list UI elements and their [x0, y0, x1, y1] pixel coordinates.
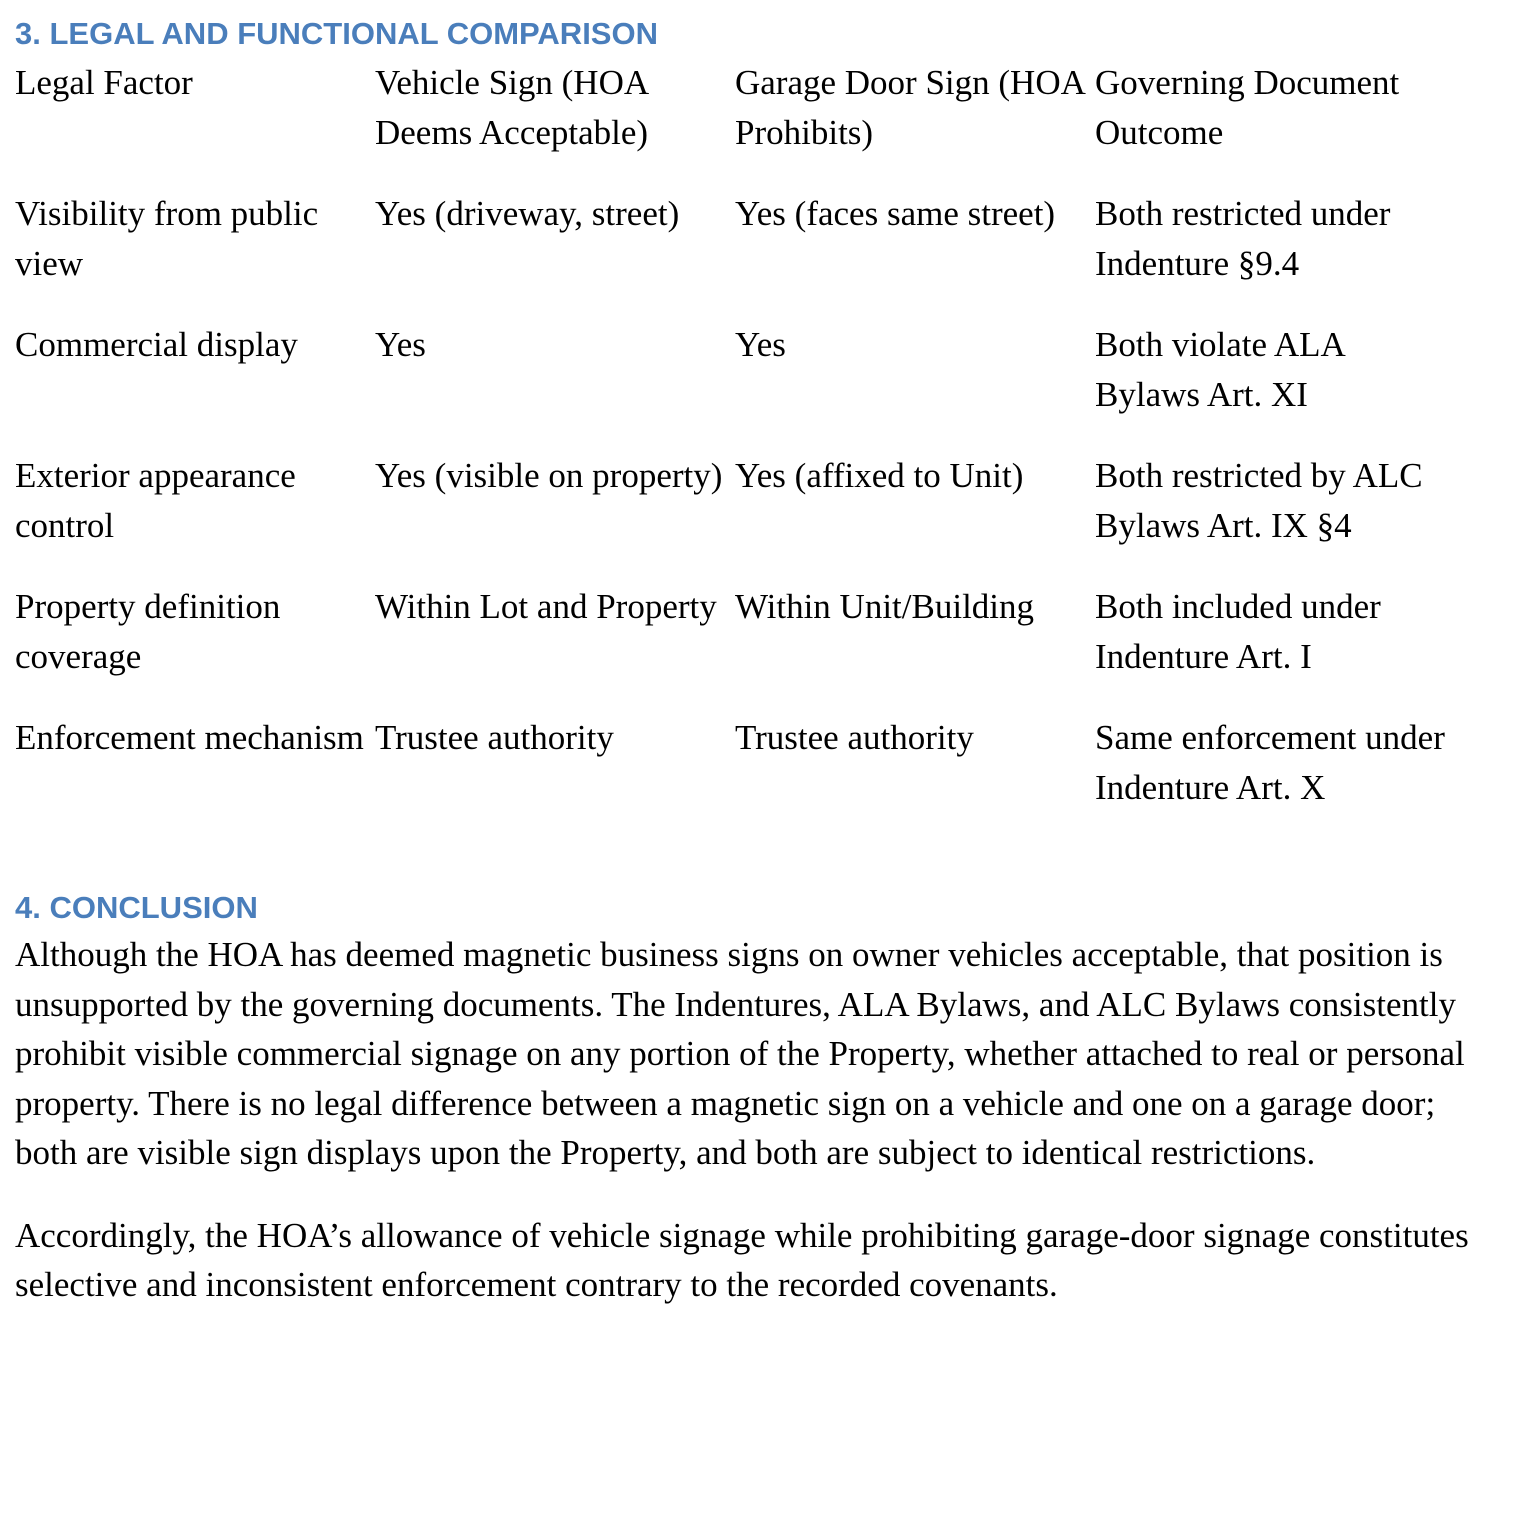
- cell-garage-door-sign: Yes (faces same street): [735, 194, 1056, 233]
- table-row: [15, 320, 1455, 451]
- cell-garage-door-sign: Within Unit/Building: [735, 587, 1035, 626]
- section-4-heading: 4. CONCLUSION: [15, 890, 258, 925]
- cell-vehicle-sign: Trustee authority: [375, 718, 614, 757]
- conclusion-paragraph-2: Accordingly, the HOA’s allowance of vehicle signage while prohibiting garage-door signage constitutes selective and inconsistent enforcement contrary to the recorded covenants.: [15, 1215, 1469, 1304]
- cell-legal-factor: Commercial display: [15, 325, 298, 364]
- header-garage-door-sign: Garage Door Sign (HOA Prohibits): [735, 63, 1084, 152]
- cell-vehicle-sign: Within Lot and Property: [375, 587, 717, 626]
- cell-garage-door-sign: Trustee authority: [735, 718, 974, 757]
- table-row: [15, 451, 1455, 582]
- cell-governing-outcome: Same enforcement under Indenture Art. X: [1095, 718, 1445, 807]
- table-row: [15, 189, 1455, 320]
- header-vehicle-sign: Vehicle Sign (HOA Deems Acceptable): [375, 63, 649, 152]
- document-page: [15, 14, 1505, 1310]
- section-3-heading: 3. LEGAL AND FUNCTIONAL COMPARISON: [15, 16, 658, 51]
- table-row: [15, 582, 1455, 713]
- section-spacer: [15, 844, 1505, 888]
- cell-legal-factor: Exterior appearance control: [15, 456, 296, 545]
- cell-garage-door-sign: Yes: [735, 325, 786, 364]
- header-governing-outcome: Governing Document Outcome: [1095, 63, 1400, 152]
- table-header-row: [15, 58, 1455, 189]
- cell-governing-outcome: Both restricted by ALC Bylaws Art. IX §4: [1095, 456, 1423, 545]
- cell-garage-door-sign: Yes (affixed to Unit): [735, 456, 1024, 495]
- cell-legal-factor: Enforcement mechanism: [15, 718, 364, 757]
- header-legal-factor: Legal Factor: [15, 63, 193, 102]
- cell-vehicle-sign: Yes: [375, 325, 426, 364]
- comparison-table: [15, 58, 1455, 844]
- conclusion-paragraph-1: Although the HOA has deemed magnetic business signs on owner vehicles acceptable, that position is unsupported by the governing documents. The Indentures, ALA Bylaws, and ALC Bylaws consistently prohibit visible commercial signage on any portion of the Property, whether attached to real or personal property. There is no legal difference between a magnetic sign on a vehicle and one on a garage door; both are visible sign displays upon the Property, and both are subject to identical restrictions.: [15, 935, 1465, 1172]
- cell-governing-outcome: Both restricted under Indenture §9.4: [1095, 194, 1391, 283]
- cell-legal-factor: Visibility from public view: [15, 194, 319, 283]
- cell-governing-outcome: Both included under Indenture Art. I: [1095, 587, 1381, 676]
- cell-vehicle-sign: Yes (visible on property): [375, 456, 723, 495]
- cell-governing-outcome: Both violate ALA Bylaws Art. XI: [1095, 325, 1344, 414]
- cell-legal-factor: Property definition coverage: [15, 587, 281, 676]
- cell-vehicle-sign: Yes (driveway, street): [375, 194, 680, 233]
- table-row: [15, 713, 1455, 844]
